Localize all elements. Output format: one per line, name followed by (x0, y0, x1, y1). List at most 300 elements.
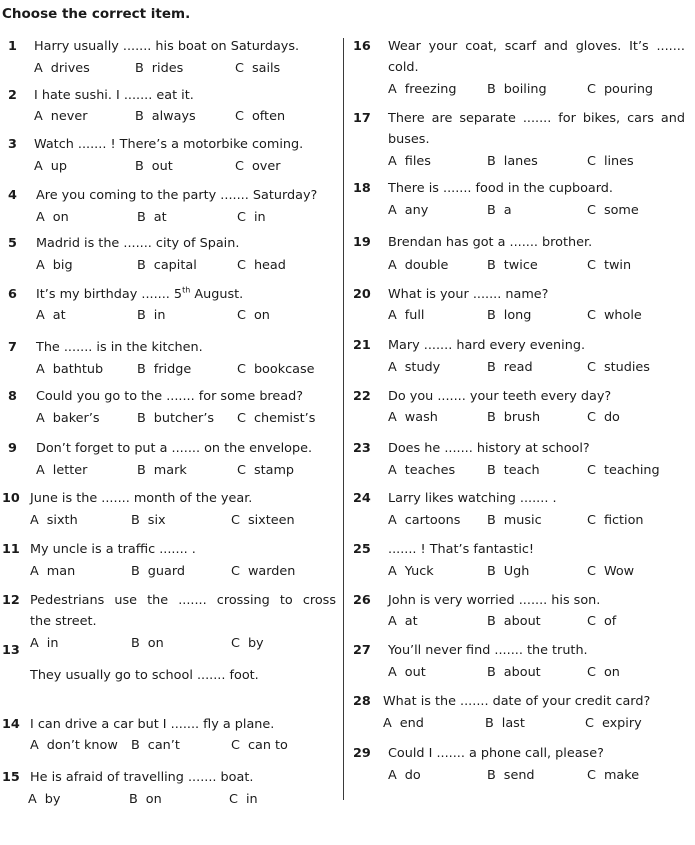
answer-option-a (388, 357, 440, 378)
option-letter: C (587, 665, 596, 680)
option-text: last (501, 716, 525, 731)
option-text: do (404, 768, 421, 783)
question-word: ....... (522, 111, 552, 126)
question-text (388, 36, 685, 57)
option-text: Yuck (404, 564, 434, 579)
option-letter: B (487, 203, 496, 218)
answer-option-c (237, 408, 315, 429)
answer-option-c (587, 357, 650, 378)
option-letter: C (237, 210, 246, 225)
option-text: freezing (404, 82, 457, 97)
question-word: and (660, 111, 685, 126)
answer-option-a (388, 255, 448, 276)
option-letter: B (487, 463, 496, 478)
option-text: warden (247, 564, 296, 579)
option-text: up (50, 159, 67, 174)
option-letter: B (485, 716, 494, 731)
option-letter: B (487, 768, 496, 783)
answer-option-a (36, 255, 73, 276)
option-letter: A (30, 738, 39, 753)
answer-option-a (388, 765, 421, 786)
question-text: Madrid is the ....... city of Spain. (36, 236, 240, 251)
answer-option-a (388, 662, 426, 683)
option-text: head (253, 258, 286, 273)
option-letter: A (36, 210, 45, 225)
question-text: Does he ....... history at school? (388, 441, 590, 456)
option-text: baker’s (52, 411, 100, 426)
option-text: chemist’s (253, 411, 316, 426)
option-text: at (153, 210, 167, 225)
answer-option-a (388, 510, 460, 531)
answer-option-a (388, 79, 457, 100)
option-text: fiction (603, 513, 644, 528)
option-text: big (52, 258, 73, 273)
answer-option-c (585, 713, 642, 734)
question-number: 15 (2, 770, 20, 785)
question-number: 7 (8, 340, 17, 355)
answer-option-c (237, 460, 294, 481)
question-number: 5 (8, 236, 17, 251)
answer-option-a (388, 407, 438, 428)
answer-option-b (135, 156, 173, 177)
question-text: The ....... is in the kitchen. (36, 340, 203, 355)
option-text: often (251, 109, 286, 124)
option-letter: B (487, 154, 496, 169)
question-number: 24 (353, 491, 371, 506)
answer-option-b (131, 510, 166, 531)
option-text: expiry (601, 716, 642, 731)
question-number: 21 (353, 338, 371, 353)
question-text-line2: buses. (388, 132, 430, 147)
option-letter: A (388, 258, 397, 273)
option-text: about (503, 614, 541, 629)
option-letter: B (131, 564, 140, 579)
option-letter: B (131, 636, 140, 651)
answer-option-c (235, 58, 280, 79)
question-word: coat, (465, 39, 497, 54)
option-letter: C (237, 411, 246, 426)
option-text: lines (603, 154, 634, 169)
option-text: out (151, 159, 173, 174)
answer-option-b (487, 460, 540, 481)
answer-option-b (135, 106, 196, 127)
option-text: at (52, 308, 66, 323)
question-word: and (543, 39, 568, 54)
question-text-line2: cold. (388, 60, 419, 75)
question-text: Don’t forget to put a ....... on the envelope. (36, 441, 313, 456)
option-text: full (404, 308, 425, 323)
option-text: on (147, 636, 164, 651)
answer-option-c (587, 151, 634, 172)
option-letter: A (388, 360, 397, 375)
answer-option-a (34, 156, 67, 177)
question-number: 14 (2, 717, 20, 732)
option-letter: A (36, 308, 45, 323)
answer-option-a (28, 789, 60, 810)
answer-option-c (237, 207, 266, 228)
question-text: Could you go to the ....... for some bread? (36, 389, 304, 404)
answer-option-c (231, 735, 288, 756)
question-word: are (431, 111, 453, 126)
option-letter: C (237, 258, 246, 273)
option-letter: B (137, 210, 146, 225)
answer-option-a (388, 200, 428, 221)
answer-option-a (36, 359, 103, 380)
option-text: of (603, 614, 617, 629)
option-letter: C (587, 258, 596, 273)
question-word: separate (459, 111, 516, 126)
option-text: teach (503, 463, 540, 478)
option-letter: B (487, 308, 496, 323)
answer-option-a (30, 633, 58, 654)
question-number: 10 (2, 491, 20, 506)
option-text: end (399, 716, 424, 731)
option-letter: C (235, 61, 244, 76)
question-word: crossing (216, 593, 270, 608)
answer-option-b (487, 200, 512, 221)
question-number: 8 (8, 389, 17, 404)
option-text: on (603, 665, 620, 680)
answer-option-b (487, 305, 531, 326)
option-text: cartoons (404, 513, 461, 528)
answer-option-c (237, 255, 286, 276)
question-word: cars (627, 111, 654, 126)
option-letter: C (229, 792, 238, 807)
ordinal-suffix: th (182, 285, 191, 295)
answer-option-c (587, 510, 644, 531)
option-text: over (251, 159, 281, 174)
answer-option-a (36, 305, 66, 326)
option-text: send (503, 768, 535, 783)
question-number: 4 (8, 188, 17, 203)
question-word: Wear (388, 39, 421, 54)
answer-option-c (587, 79, 653, 100)
option-letter: C (587, 513, 596, 528)
option-letter: C (587, 308, 596, 323)
option-text: in (253, 210, 266, 225)
question-number: 17 (353, 111, 371, 126)
answer-option-b (487, 255, 538, 276)
answer-option-a (30, 510, 78, 531)
option-letter: C (231, 636, 240, 651)
question-number: 27 (353, 643, 371, 658)
question-word: the (147, 593, 169, 608)
option-text: studies (603, 360, 650, 375)
answer-option-a (36, 408, 100, 429)
question-number: 26 (353, 593, 371, 608)
answer-option-c (587, 407, 620, 428)
answer-option-b (131, 561, 185, 582)
answer-option-b (487, 151, 538, 172)
option-letter: B (135, 109, 144, 124)
option-letter: A (36, 258, 45, 273)
question-word: use (114, 593, 138, 608)
answer-option-b (131, 735, 180, 756)
option-text: pouring (603, 82, 654, 97)
question-number: 19 (353, 235, 371, 250)
option-letter: A (34, 61, 43, 76)
option-letter: B (487, 360, 496, 375)
answer-option-c (587, 765, 639, 786)
option-letter: C (231, 513, 240, 528)
option-letter: B (135, 61, 144, 76)
question-number: 25 (353, 542, 371, 557)
question-number: 9 (8, 441, 17, 456)
question-number: 22 (353, 389, 371, 404)
answer-option-c (237, 359, 315, 380)
answer-option-c (231, 561, 295, 582)
answer-option-a (388, 611, 418, 632)
page-title: Choose the correct item. (2, 6, 191, 22)
option-text: stamp (253, 463, 295, 478)
question-word: gloves. (575, 39, 622, 54)
option-letter: B (137, 258, 146, 273)
answer-option-b (487, 357, 533, 378)
option-text: teaching (603, 463, 660, 478)
option-text: mark (153, 463, 187, 478)
answer-option-a (383, 713, 424, 734)
question-text: You’ll never find ....... the truth. (388, 643, 588, 658)
option-letter: B (487, 513, 496, 528)
question-number: 6 (8, 287, 17, 302)
question-text: ....... ! That’s fantastic! (388, 542, 535, 557)
option-letter: C (587, 410, 596, 425)
option-text: twin (603, 258, 632, 273)
option-text: about (503, 665, 541, 680)
question-text: Watch ....... ! There’s a motorbike coming. (34, 137, 304, 152)
answer-option-b (485, 713, 525, 734)
option-letter: A (34, 159, 43, 174)
question-text-part: August. (190, 287, 244, 302)
answer-option-a (30, 561, 75, 582)
option-letter: A (388, 463, 397, 478)
option-text: can’t (147, 738, 180, 753)
question-text (30, 590, 336, 611)
option-letter: C (231, 738, 240, 753)
question-number: 29 (353, 746, 371, 761)
question-word: scarf (504, 39, 537, 54)
question-text: They usually go to school ....... foot. (30, 668, 259, 683)
option-text: music (503, 513, 542, 528)
question-text-line2: the street. (30, 614, 97, 629)
question-text: I hate sushi. I ....... eat it. (34, 88, 194, 103)
answer-option-c (231, 510, 295, 531)
option-letter: B (487, 665, 496, 680)
option-letter: C (237, 308, 246, 323)
option-letter: C (587, 203, 596, 218)
option-text: by (247, 636, 264, 651)
option-letter: A (30, 513, 39, 528)
answer-option-b (137, 359, 191, 380)
question-number: 28 (353, 694, 371, 709)
option-text: on (253, 308, 270, 323)
option-letter: B (487, 82, 496, 97)
option-text: boiling (503, 82, 547, 97)
option-text: fridge (153, 362, 192, 377)
option-letter: A (388, 82, 397, 97)
answer-option-b (487, 407, 540, 428)
question-number: 1 (8, 39, 17, 54)
option-text: on (52, 210, 69, 225)
answer-option-a (36, 207, 69, 228)
option-text: bathtub (52, 362, 104, 377)
option-text: letter (52, 463, 88, 478)
option-letter: C (587, 360, 596, 375)
answer-option-b (487, 765, 535, 786)
option-letter: A (36, 411, 45, 426)
option-letter: B (131, 738, 140, 753)
question-number: 13 (2, 643, 20, 658)
answer-option-a (388, 561, 434, 582)
option-text: long (503, 308, 532, 323)
option-text: by (44, 792, 61, 807)
answer-option-b (137, 255, 197, 276)
answer-option-b (131, 633, 164, 654)
answer-option-c (587, 611, 616, 632)
answer-option-a (388, 151, 431, 172)
option-text: teaches (404, 463, 456, 478)
question-text (36, 284, 243, 305)
answer-option-a (388, 305, 425, 326)
question-text (388, 108, 685, 129)
answer-option-b (137, 207, 167, 228)
option-letter: A (36, 362, 45, 377)
option-text: bookcase (253, 362, 315, 377)
option-letter: B (135, 159, 144, 174)
option-text: sixth (46, 513, 78, 528)
question-number: 20 (353, 287, 371, 302)
option-text: guard (147, 564, 186, 579)
answer-option-c (237, 305, 270, 326)
option-text: wash (404, 410, 438, 425)
question-text: What is your ....... name? (388, 287, 549, 302)
option-letter: A (34, 109, 43, 124)
question-text: Brendan has got a ....... brother. (388, 235, 593, 250)
question-number: 3 (8, 137, 17, 152)
option-letter: B (487, 564, 496, 579)
answer-option-b (135, 58, 183, 79)
question-text: I can drive a car but I ....... fly a plane. (30, 717, 275, 732)
option-text: any (404, 203, 429, 218)
option-letter: A (388, 154, 397, 169)
option-text: lanes (503, 154, 538, 169)
option-text: don’t know (46, 738, 118, 753)
answer-option-a (34, 58, 90, 79)
option-letter: A (388, 614, 397, 629)
option-text: Ugh (503, 564, 530, 579)
answer-option-b (487, 662, 541, 683)
option-text: files (404, 154, 431, 169)
option-letter: A (388, 308, 397, 323)
question-number: 12 (2, 593, 20, 608)
option-letter: B (487, 614, 496, 629)
answer-option-c (235, 156, 280, 177)
question-number: 2 (8, 88, 17, 103)
option-text: on (145, 792, 162, 807)
option-text: rides (151, 61, 184, 76)
option-text: sails (251, 61, 281, 76)
option-letter: C (237, 362, 246, 377)
option-text: out (404, 665, 426, 680)
option-letter: B (487, 410, 496, 425)
option-letter: B (137, 362, 146, 377)
option-text: read (503, 360, 533, 375)
question-word: Pedestrians (30, 593, 105, 608)
answer-option-c (587, 200, 639, 221)
option-letter: C (585, 716, 594, 731)
question-text: There is ....... food in the cupboard. (388, 181, 614, 196)
option-text: twice (503, 258, 538, 273)
option-text: make (603, 768, 640, 783)
question-text: John is very worried ....... his son. (388, 593, 601, 608)
question-word: for (558, 111, 576, 126)
option-text: can to (247, 738, 288, 753)
option-letter: B (131, 513, 140, 528)
option-letter: B (137, 463, 146, 478)
option-text: some (603, 203, 639, 218)
option-text: whole (603, 308, 642, 323)
option-letter: B (137, 411, 146, 426)
question-word: There (388, 111, 425, 126)
option-text: in (153, 308, 166, 323)
answer-option-a (30, 735, 118, 756)
option-letter: A (28, 792, 37, 807)
option-text: study (404, 360, 441, 375)
option-text: a (503, 203, 512, 218)
option-text: butcher’s (153, 411, 215, 426)
option-letter: C (235, 159, 244, 174)
question-number: 23 (353, 441, 371, 456)
answer-option-b (137, 460, 187, 481)
column-divider (343, 38, 344, 800)
option-letter: C (237, 463, 246, 478)
option-letter: A (30, 564, 39, 579)
question-text-part: It’s my birthday ....... 5 (36, 287, 183, 302)
question-word: to (279, 593, 293, 608)
question-word: It’s (629, 39, 649, 54)
question-text: Could I ....... a phone call, please? (388, 746, 604, 761)
answer-option-c (235, 106, 285, 127)
question-word: ....... (656, 39, 685, 54)
option-letter: A (383, 716, 392, 731)
option-letter: A (388, 203, 397, 218)
option-letter: A (388, 564, 397, 579)
question-text: Are you coming to the party ....... Saturday? (36, 188, 318, 203)
option-letter: C (587, 463, 596, 478)
answer-option-a (388, 460, 455, 481)
question-number: 18 (353, 181, 371, 196)
question-text: Larry likes watching ....... . (388, 491, 557, 506)
option-text: at (404, 614, 418, 629)
answer-option-c (587, 662, 620, 683)
option-letter: A (30, 636, 39, 651)
option-letter: A (388, 410, 397, 425)
option-text: capital (153, 258, 197, 273)
question-word: your (428, 39, 458, 54)
option-letter: C (231, 564, 240, 579)
option-letter: B (129, 792, 138, 807)
question-text: Mary ....... hard every evening. (388, 338, 586, 353)
question-number: 16 (353, 39, 371, 54)
option-text: brush (503, 410, 541, 425)
option-letter: C (587, 154, 596, 169)
question-text: Do you ....... your teeth every day? (388, 389, 612, 404)
option-text: in (245, 792, 258, 807)
answer-option-b (137, 408, 214, 429)
option-text: sixteen (247, 513, 295, 528)
option-text: man (46, 564, 76, 579)
question-word: bikes, (582, 111, 621, 126)
